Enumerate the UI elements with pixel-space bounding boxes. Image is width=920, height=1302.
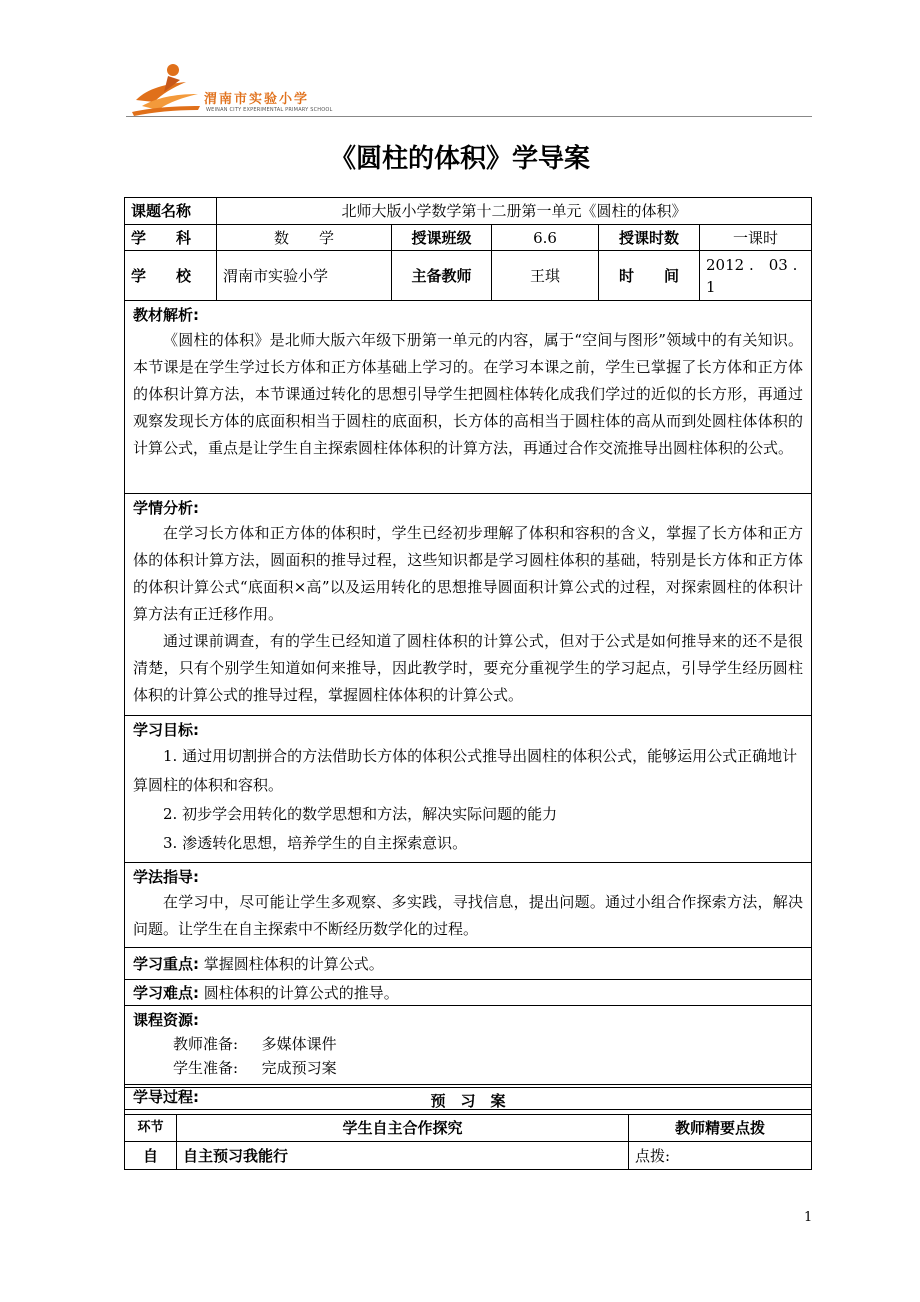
time-label: 时 间	[599, 251, 700, 301]
preview-title: 预 习 案	[125, 1088, 812, 1115]
school-label: 学 校	[125, 251, 217, 301]
school-logo-icon	[128, 58, 204, 118]
preview-table	[124, 1087, 812, 1170]
explore-column-header: 学生自主合作探究	[177, 1115, 629, 1142]
student-analysis-paragraph: 通过课前调查，有的学生已经知道了圆柱体积的计算公式，但对于公式是如何推导来的还不是很清楚，只有个别学生知道如何来推导，因此教学时，要充分重视学生的学习起点，引导学生经历圆柱体积的计算公式的推导过程，掌握圆柱体体积的计算公式。	[133, 632, 804, 704]
key-point-text: 掌握圆柱体积的计算公式。	[203, 954, 384, 973]
process-title: 学导过程:	[125, 1085, 812, 1110]
learning-goals-title: 学习目标:	[133, 721, 199, 739]
student-prep-label: 学生准备:	[173, 1059, 239, 1077]
student-prep-line	[133, 1056, 803, 1080]
page-number: 1	[804, 1210, 813, 1225]
teacher-prep-value: 多媒体课件	[261, 1035, 337, 1053]
teacher-value: 王琪	[492, 251, 599, 301]
teacher-label: 主备教师	[392, 251, 492, 301]
resources-title: 课程资源:	[133, 1011, 199, 1029]
student-analysis-title: 学情分析:	[133, 499, 199, 517]
student-prep-value: 完成预习案	[261, 1059, 337, 1077]
textbook-analysis-title: 教材解析:	[133, 306, 199, 324]
school-name-cn: 渭南市实验小学	[204, 92, 310, 107]
study-method-section	[125, 863, 812, 948]
key-point-row	[125, 948, 812, 980]
student-analysis-paragraph: 在学习长方体和正方体的体积时，学生已经初步理解了体积和容积的含义，掌握了长方体和正方体的体积计算方法，圆面积的推导过程，这些知识都是学习圆柱体积的基础，特别是长方体和正方体的体积计算公式“底面积×高”以及运用转化的思想推导圆面积计算公式的过程，对探索圆柱的体积计算方法有正迁移作用。	[133, 524, 804, 623]
study-method-text: 在学习中，尽可能让学生多观察、多实践，寻找信息，提出问题。通过小组合作探索方法，解决问题。让学生在自主探索中不断经历数学化的过程。	[133, 893, 804, 938]
document-title: 《圆柱的体积》学导案	[329, 144, 590, 174]
subject-value: 数 学	[217, 225, 392, 251]
hours-value: 一课时	[700, 225, 812, 251]
learning-goal-item: 1. 通过用切割拼合的方法借助长方体的体积公式推导出圆柱的体积公式，能够运用公式正确地计算圆柱的体积和容积。	[133, 747, 798, 794]
stage-column-header: 环节	[125, 1115, 177, 1142]
textbook-analysis-text: 《圆柱的体积》是北师大版六年级下册第一单元的内容，属于“空间与图形”领域中的有关知识。本节课是在学生学过长方体和正方体基础上学习的。在学习本课之前，学生已掌握了长方体和正方体的体积计算方法，本节课通过转化的思想引导学生把圆柱体转化成我们学过的近似的长方形，再通过观察发现长方体的底面积相当于圆柱的底面积，长方体的高相当于圆柱体的高从而到处圆柱体体积的计算公式，重点是让学生自主探索圆柱体体积的计算方法，再通过合作交流推导出圆柱体积的公式。	[133, 331, 804, 457]
topic-value: 北师大版小学数学第十二册第一单元《圆柱的体积》	[217, 198, 812, 225]
class-label: 授课班级	[392, 225, 492, 251]
topic-label: 课题名称	[125, 198, 217, 225]
difficulty-label: 学习难点:	[133, 983, 199, 1002]
teacher-prep-label: 教师准备:	[173, 1035, 239, 1053]
guide-cell: 点拨:	[629, 1142, 812, 1170]
class-value: 6.6	[492, 225, 599, 251]
school-name-en: WEINAN CITY EXPERIMENTAL PRIMARY SCHOOL	[206, 107, 333, 113]
learning-goal-item: 3. 渗透转化思想，培养学生的自主探索意识。	[163, 834, 468, 852]
lesson-plan-table	[124, 197, 812, 1110]
hours-label: 授课时数	[599, 225, 700, 251]
teacher-prep-line	[133, 1032, 803, 1056]
learning-goal-item: 2. 初步学会用转化的数学思想和方法，解决实际问题的能力	[163, 805, 558, 823]
resources-section	[125, 1006, 812, 1085]
key-point-label: 学习重点:	[133, 954, 199, 973]
explore-cell: 自主预习我能行	[177, 1142, 629, 1170]
textbook-analysis-section	[125, 301, 812, 494]
difficulty-text: 圆柱体积的计算公式的推导。	[203, 983, 399, 1002]
page-header	[128, 58, 812, 118]
stage-cell: 自	[125, 1142, 177, 1170]
school-value: 渭南市实验小学	[217, 251, 392, 301]
time-value: 2012 . 03 . 1	[700, 251, 812, 301]
difficulty-row	[125, 980, 812, 1006]
student-analysis-section	[125, 494, 812, 716]
guide-column-header: 教师精要点拨	[629, 1115, 812, 1142]
study-method-title: 学法指导:	[133, 868, 199, 886]
subject-label: 学 科	[125, 225, 217, 251]
learning-goals-section	[125, 716, 812, 863]
header-divider	[126, 116, 812, 117]
